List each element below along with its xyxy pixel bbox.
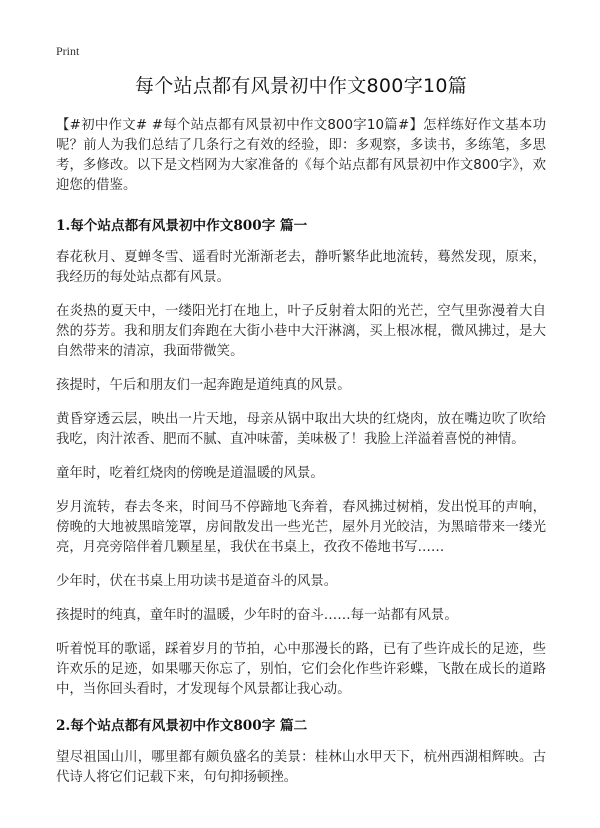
print-label: Print [56, 44, 80, 58]
paragraph: 童年时，吃着红烧肉的傍晚是道温暖的风景。 [56, 466, 324, 481]
document-title: 每个站点都有风景初中作文800字10篇 [134, 75, 468, 97]
section-heading-2: 2.每个站点都有风景初中作文800字 篇二 [56, 718, 308, 734]
paragraph: 望尽祖国山川，哪里都有颇负盛名的美景：桂林山水甲天下，杭州西湖相辉映。古代诗人将它们记载下来，句句抑扬顿挫。 [56, 750, 546, 785]
paragraph: 春花秋月、夏蝉冬雪、遥看时光渐渐老去，静听繁华此地流转，蓦然发现，原来，我经历的每处站点都有风景。 [56, 250, 546, 285]
paragraph: 在炎热的夏天中，一缕阳光打在地上，叶子反射着太阳的光芒，空气里弥漫着大自然的芬芳。我和朋友们奔跑在大街小巷中大汗淋漓，买上根冰棍，微风拂过，是大自然带来的清凉，我面带微笑。 [56, 304, 546, 359]
section-heading-1: 1.每个站点都有风景初中作文800字 篇一 [56, 218, 308, 234]
paragraph: 孩提时，午后和朋友们一起奔跑是道纯真的风景。 [56, 378, 351, 393]
paragraph: 岁月流转，春去冬来，时间马不停蹄地飞奔着，春风拂过树梢，发出悦耳的声响，傍晚的大地被黑暗笼罩，房间散发出一些光芒，屋外月光皎洁，为黑暗带来一缕光亮，月亮旁陪伴着几颗星星，我伏在书桌上，孜孜不倦地书写…… [56, 500, 546, 555]
paragraph: 黄昏穿透云层，映出一片天地，母亲从锅中取出大块的红烧肉，放在嘴边吹了吹给我吃，肉汁浓香、肥而不腻、直冲味蕾，美味极了！我脸上洋溢着喜悦的神情。 [56, 412, 546, 447]
paragraph: 听着悦耳的歌谣，踩着岁月的节拍，心中那漫长的路，已有了些许成长的足迹，些许欢乐的足迹，如果哪天你忘了，别怕，它们会化作些许彩蝶，飞散在成长的道路中，当你回头看时，才发现每个风景都让我心动。 [56, 642, 546, 697]
paragraph: 少年时，伏在书桌上用功读书是道奋斗的风景。 [56, 574, 338, 589]
paragraph: 孩提时的纯真，童年时的温暖，少年时的奋斗……每一站都有风景。 [56, 608, 458, 623]
intro-paragraph: 【#初中作文# #每个站点都有风景初中作文800字10篇#】怎样练好作文基本功呢？前人为我们总结了几条行之有效的经验，即：多观察，多读书，多练笔，多思考，多修改。以下是文档网为大家准备的《每个站点都有风景初中作文800字》，欢迎您的借鉴。 [56, 118, 546, 193]
